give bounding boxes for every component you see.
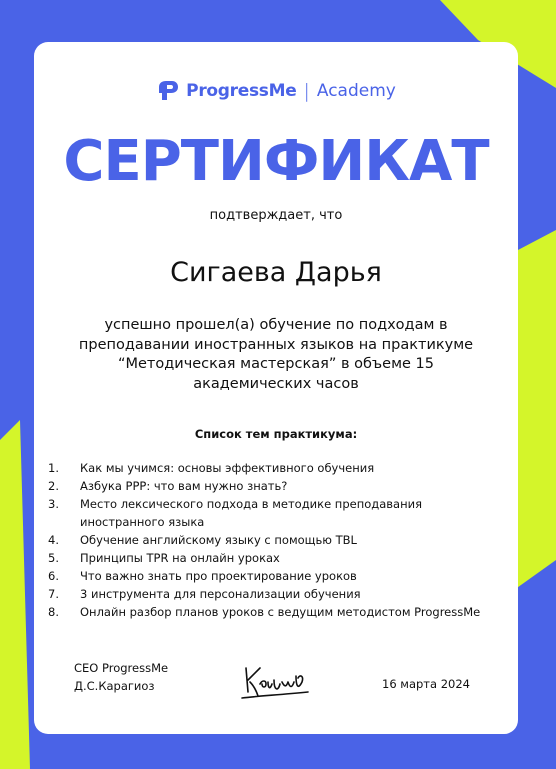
topic-number: 1. (48, 461, 59, 475)
topic-number: 6. (48, 569, 59, 583)
topic-item (48, 585, 508, 603)
issue-date: 16 марта 2024 (382, 677, 470, 691)
topic-item (48, 549, 508, 567)
certificate-title: СЕРТИФИКАТ (63, 129, 489, 194)
topic-text (80, 495, 508, 531)
topic-number: 8. (48, 605, 59, 619)
topic-text: Азбука PPP: что вам нужно знать? (80, 479, 288, 493)
topic-text: Обучение английскому языку с помощью TBL (80, 533, 357, 547)
topic-item (48, 459, 508, 477)
topics-title: Список тем практикума: (194, 427, 358, 441)
sub-brand-name: Academy (316, 81, 396, 101)
topics-list (48, 459, 508, 621)
topic-number: 4. (48, 533, 59, 547)
statement-line: успешно прошел(а) обучение по подходам в (104, 317, 448, 333)
topic-number: 3. (48, 497, 59, 511)
confirms-text: подтверждает, что (209, 208, 343, 223)
ceo-name: Д.С.Карагиоз (74, 679, 155, 693)
ceo-block (74, 659, 168, 695)
logo (34, 76, 518, 106)
recipient-name: Сигаева Дарья (170, 257, 382, 288)
progressme-logo-icon (156, 79, 180, 103)
topic-number: 7. (48, 587, 59, 601)
completion-statement (56, 316, 496, 394)
topic-text-line: Место лексического подхода в методике преподавания (80, 497, 422, 511)
signature-image (238, 662, 314, 704)
topic-text: Что важно знать про проектирование уроков (80, 569, 357, 583)
statement-line: “Методическая мастерская” в объеме 15 (117, 356, 435, 372)
topic-text: Как мы учимся: основы эффективного обучения (80, 461, 375, 475)
topic-text: 3 инструмента для персонализации обучения (80, 587, 361, 601)
topic-number: 2. (48, 479, 59, 493)
topic-item (48, 495, 508, 531)
brand-name: ProgressMe (186, 81, 297, 101)
certificate-card (34, 42, 518, 734)
topic-text-line: иностранного языка (80, 515, 205, 529)
topic-text: Принципы TPR на онлайн уроках (80, 551, 280, 565)
statement-line: академических часов (193, 375, 359, 392)
topic-item (48, 477, 508, 495)
statement-line: преподавании иностранных языков на практикуме (78, 336, 474, 353)
topic-text: Онлайн разбор планов уроков с ведущим методистом ProgressMe (80, 605, 481, 619)
logo-separator: | (303, 80, 310, 102)
topic-number: 5. (48, 551, 59, 565)
ceo-title: CEO ProgressMe (74, 661, 169, 675)
topic-item (48, 531, 508, 549)
topic-item (48, 603, 508, 621)
topic-item (48, 567, 508, 585)
